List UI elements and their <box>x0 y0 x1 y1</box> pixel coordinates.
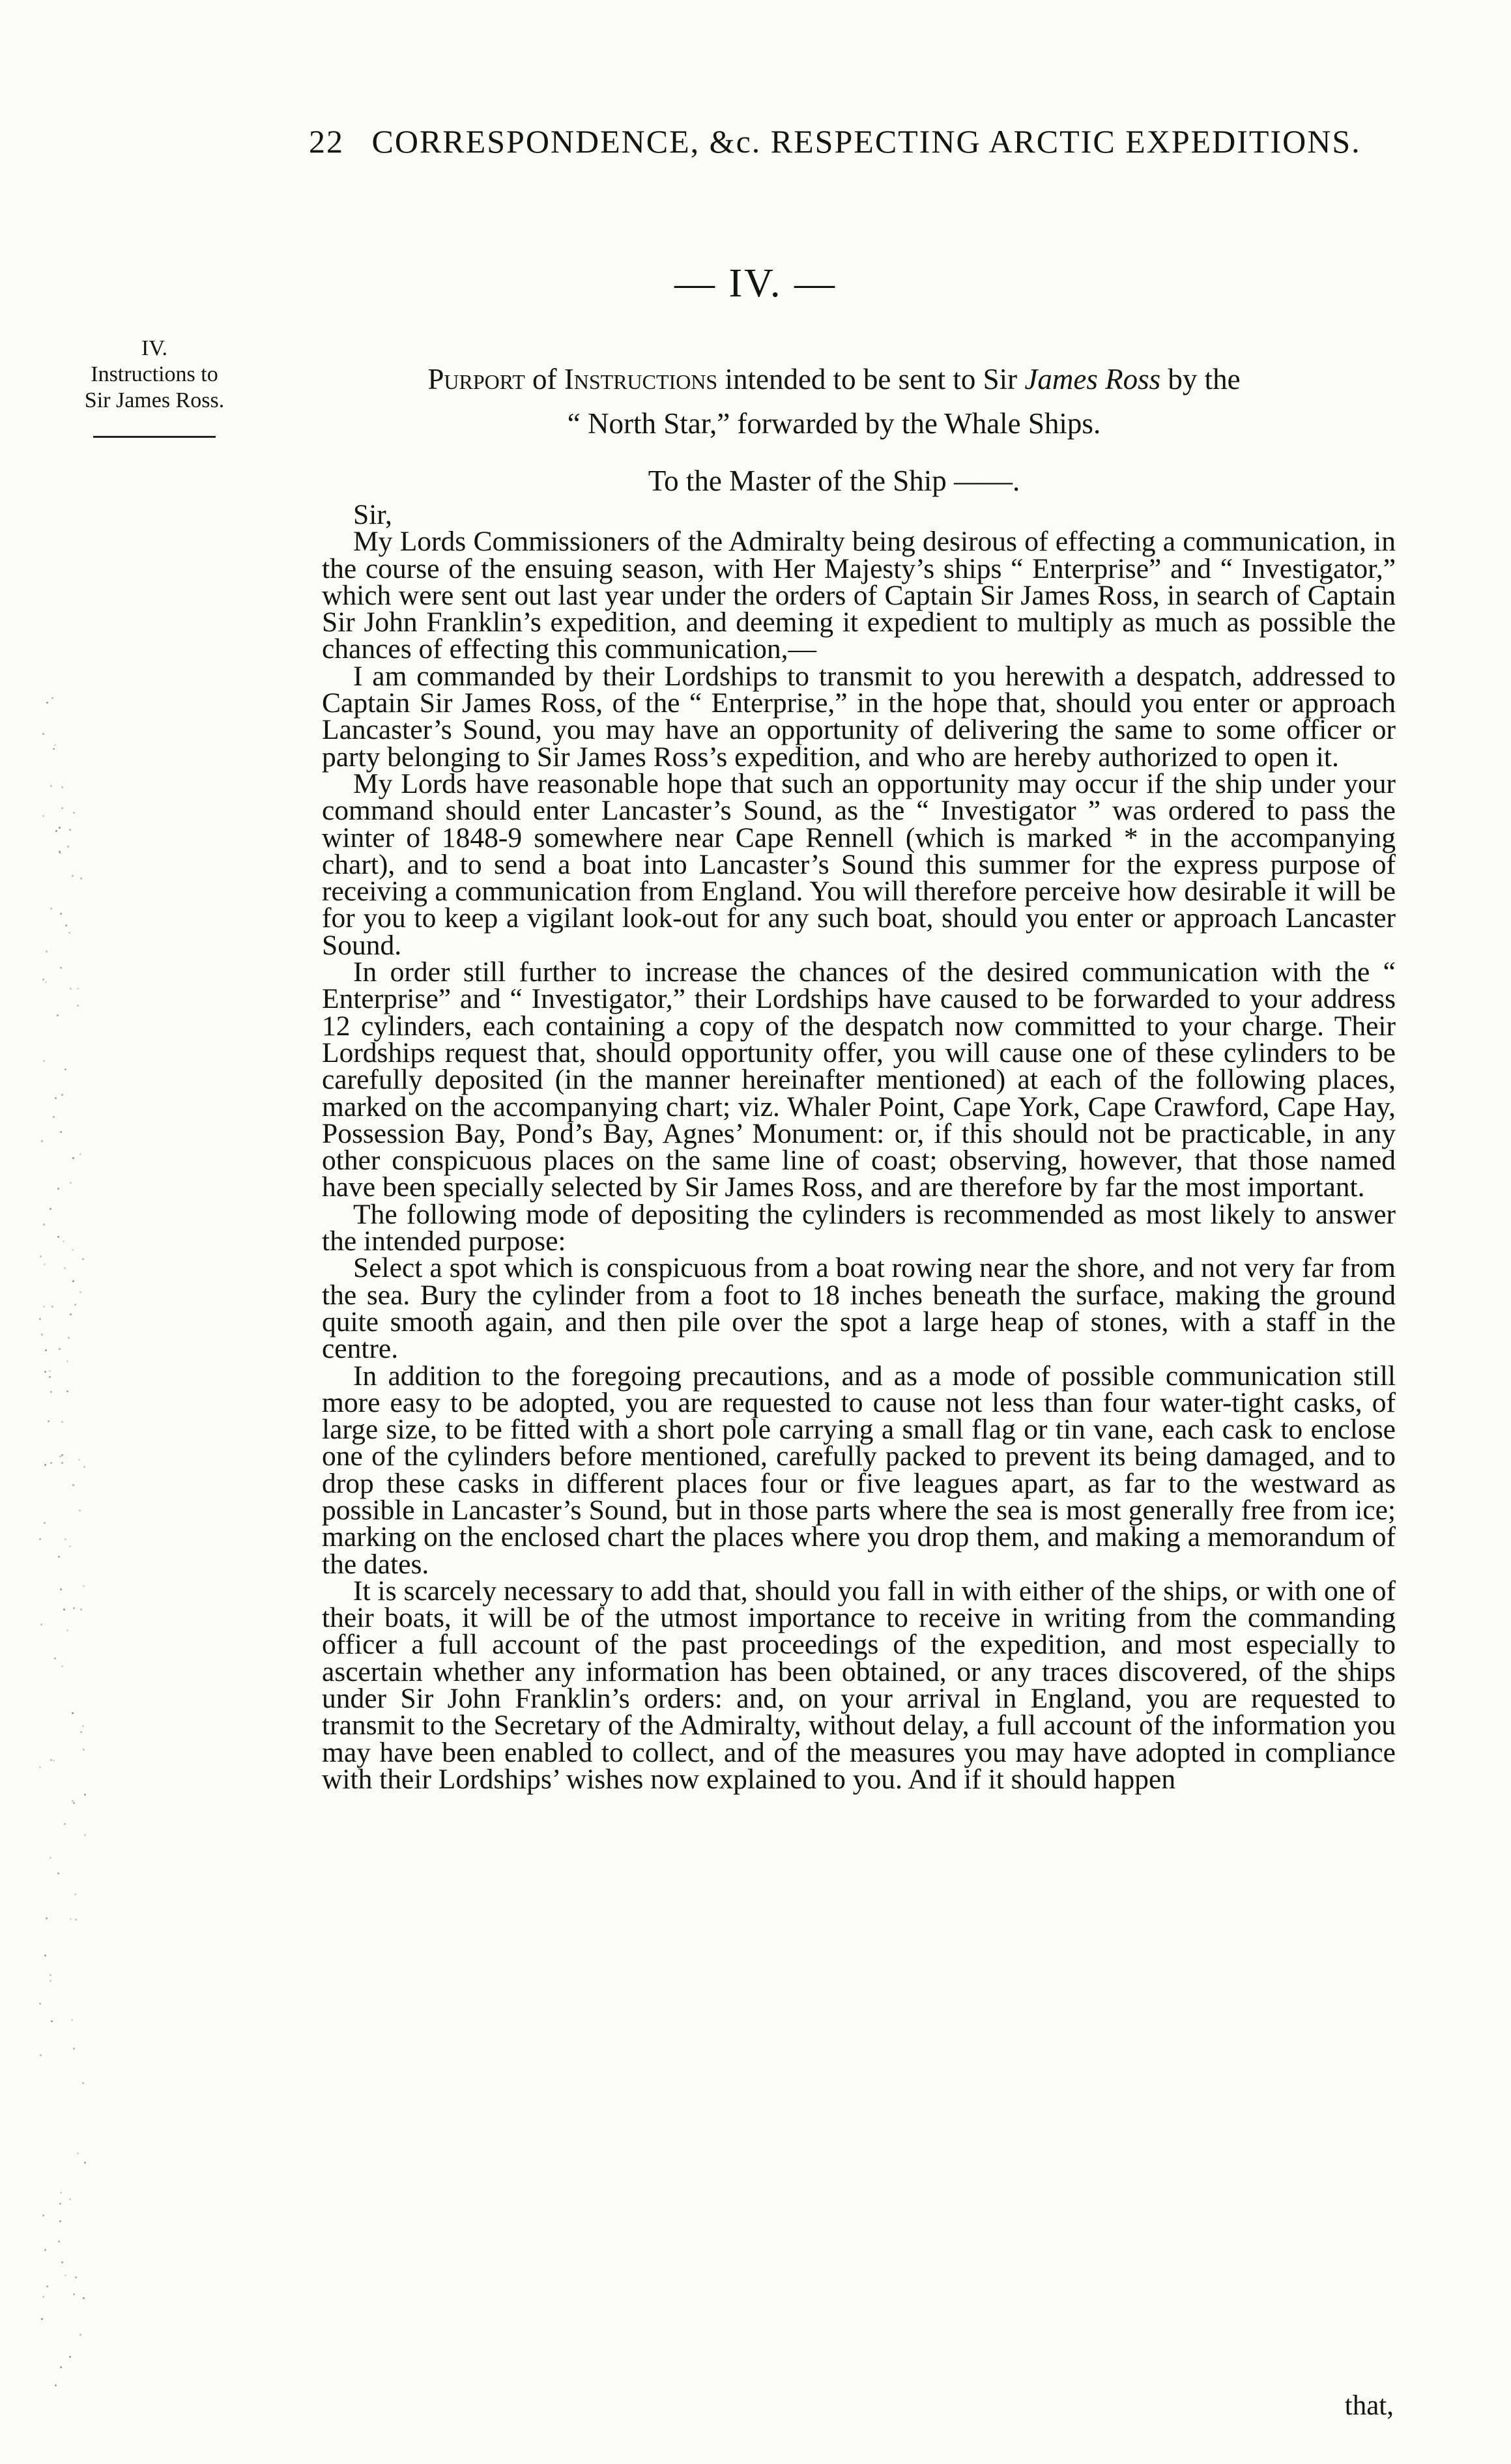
purport-after-name: by the <box>1160 363 1241 395</box>
purport-heading <box>326 357 1342 446</box>
paragraph: It is scarcely necessary to add that, should you fall in with either of the ships, or with one of their boats, it will be of the utmost importance to receive in writing from the commanding officer a full account of the past proceedings of the expedition, and most especially to ascertain whether any information has been obtained, or any traces discovered, of the ships under Sir John Franklin’s orders: and, on your arrival in England, you are requested to transmit to the Secretary of the Admiralty, without delay, a full account of the information you may have been enabled to collect, and of the measures you may have adopted in compliance with their Lordships’ wishes now explained to you. And if it should happen <box>322 1575 1396 1795</box>
paragraph: The following mode of depositing the cylinders is recommended as most likely to answer the intended purpose: <box>322 1198 1396 1257</box>
paragraph: Select a spot which is conspicuous from a boat rowing near the shore, and not very far from the sea. Bury the cylinder from a foot to 18 inches beneath the surface, making the ground quite smooth again, and then pile over the spot a large heap of stones, with a staff in the centre. <box>322 1252 1396 1365</box>
margin-note-line2: Sir James Ross. <box>84 388 225 412</box>
margin-note <box>53 336 255 438</box>
margin-note-line1: Instructions to <box>91 362 218 386</box>
purport-line2: “ North Star,” forwarded by the Whale Ships. <box>567 407 1101 440</box>
purport-name: James Ross <box>1024 363 1161 395</box>
purport-sc1: Purport <box>427 363 525 395</box>
paragraph: In addition to the foregoing precautions, and as a mode of possible communication still more easy to be adopted, you are requested to cause not less than four water-tight casks, of large size, to be fitted with a short pole carrying a small flag or tin vane, each cask to enclose one of the cylinders before mentioned, carefully packed to prevent its being damaged, and to drop these casks in different places four or five leagues apart, as far to the westward as possible in Lancaster’s Sound, but in those parts where the sea is most generally free from ice; marking on the enclosed chart the places where you drop them, and making a memorandum of the dates. <box>322 1360 1396 1580</box>
margin-note-number: IV. <box>141 336 167 360</box>
page-number: 22 <box>309 123 344 160</box>
salutation: Sir, <box>353 499 392 530</box>
running-header <box>309 122 1417 160</box>
section-number: — IV. — <box>674 261 837 306</box>
running-title: CORRESPONDENCE, &c. RESPECTING ARCTIC EXPEDITIONS. <box>371 123 1361 160</box>
margin-note-rule <box>93 436 216 438</box>
purport-sc2: Instructions <box>564 363 718 395</box>
addressee: To the Master of the Ship ——. <box>648 465 1020 497</box>
purport-of: of <box>525 363 564 395</box>
paragraph: My Lords Commissioners of the Admiralty being desirous of effecting a communication, in the course of the ensuing season, with Her Majesty’s ships “ Enterprise” and “ Investigator,” which were sent out last year under the orders of Captain Sir James Ross, in search of Captain Sir John Franklin’s expedition, and deeming it expedient to multiply as much as possible the chances of effecting this communication,— <box>322 526 1396 665</box>
letter-body <box>322 499 1396 1795</box>
paragraph: In order still further to increase the chances of the desired communication with the “ Enterprise” and “ Investigator,” their Lordships have caused to be forwarded to your address 12 cylinders, each containing a copy of the despatch now committed to your charge. Their Lordships request that, should opportunity offer, you will cause one of these cylinders to be carefully deposited (in the manner hereinafter mentioned) at each of the following places, marked on the accompanying chart; viz. Whaler Point, Cape York, Cape Crawford, Cape Hay, Possession Bay, Pond’s Bay, Agnes’ Monument: or, if this should not be practicable, in any other conspicuous places on the same line of coast; observing, however, that those named have been specially selected by Sir James Ross, and are therefore by far the most important. <box>322 956 1396 1203</box>
purport-rest: intended to be sent to Sir <box>717 363 1025 395</box>
purport-line1 <box>326 357 1342 401</box>
catchword: that, <box>1344 2390 1394 2421</box>
paragraph: I am commanded by their Lordships to transmit to you herewith a despatch, addressed to Captain Sir James Ross, of the “ Enterprise,” in the hope that, should you enter or approach Lancaster’s Sound, you may have an opportunity of delivering the same to some officer or party belonging to Sir James Ross’s expedition, and who are hereby authorized to open it. <box>322 660 1396 773</box>
paragraph: My Lords have reasonable hope that such an opportunity may occur if the ship under your command should enter Lancaster’s Sound, as the “ Investigator ” was ordered to pass the winter of 1848-9 somewhere near Cape Rennell (which is marked * in the accompanying chart), and to send a boat into Lancaster’s Sound this summer for the express purpose of receiving a communication from England. You will therefore perceive how desirable it will be for you to keep a vigilant look-out for any such boat, should you enter or approach Lancaster Sound. <box>322 767 1396 961</box>
scan-noise <box>39 697 91 2456</box>
